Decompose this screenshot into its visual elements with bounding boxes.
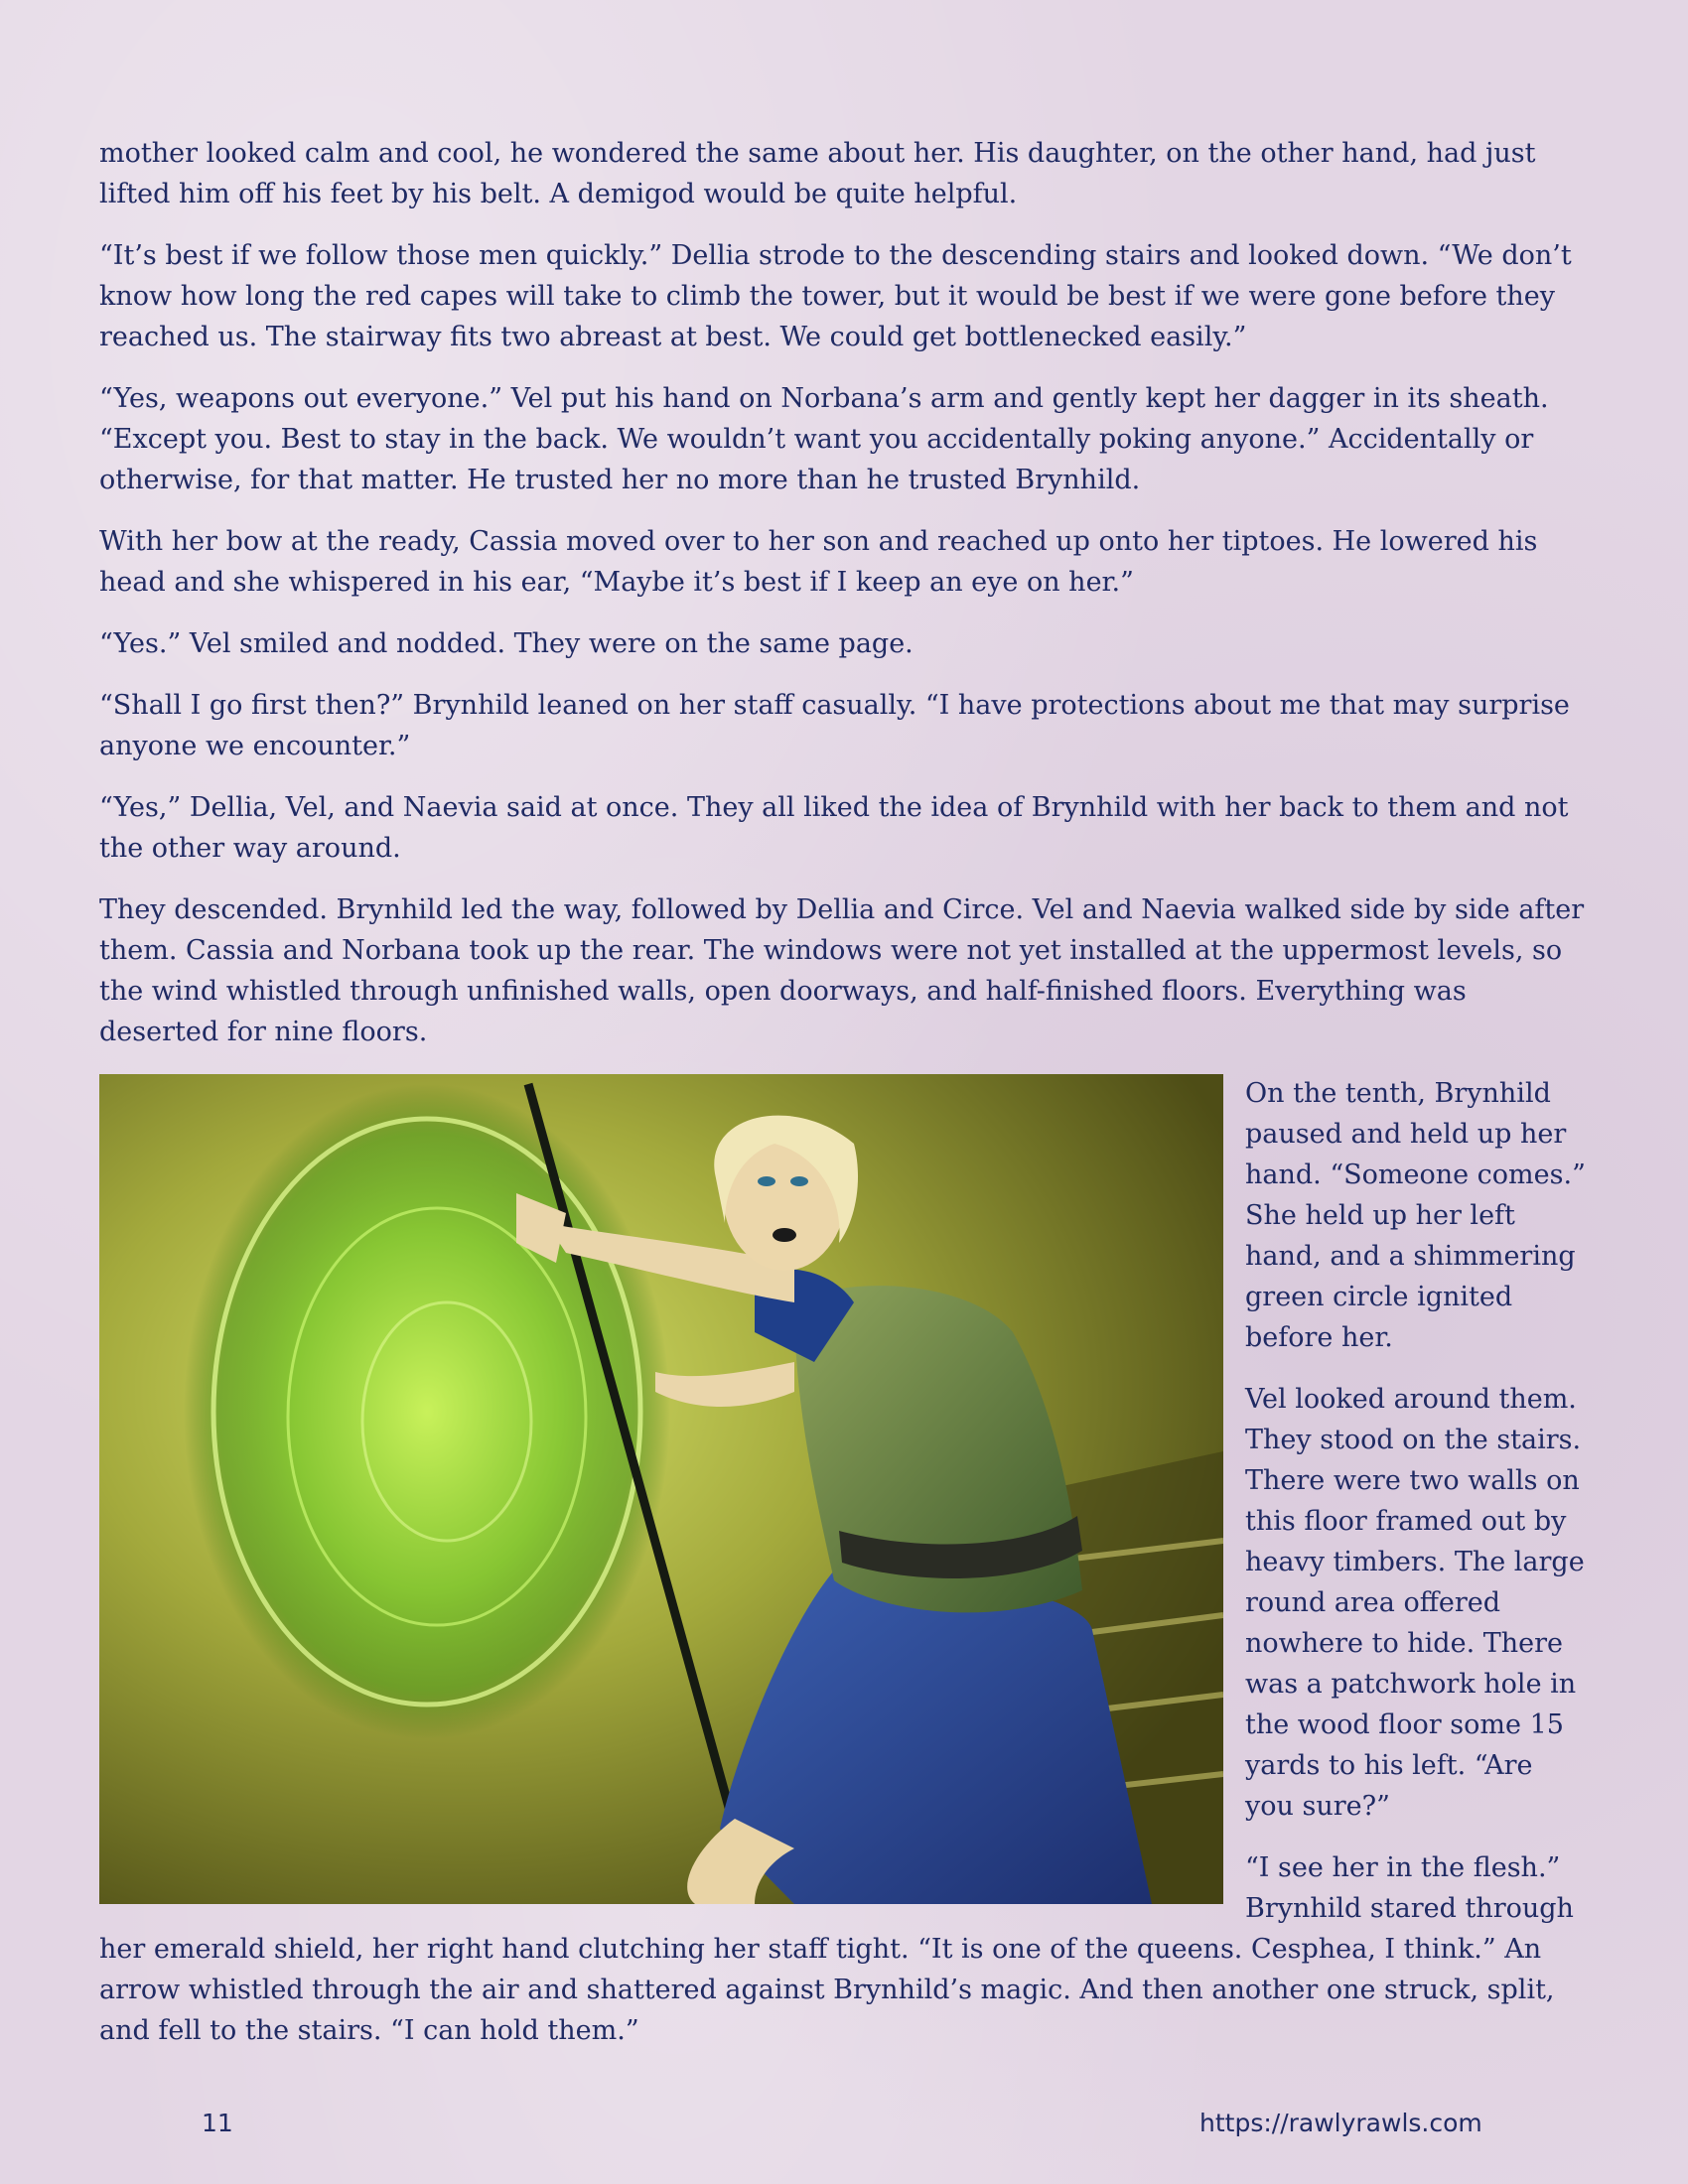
paragraph: “It’s best if we follow those men quickly.” Dellia strode to the descending stairs and looked down. “We don’t know how long the red capes will take to climb the tower, but it would be best if we were gone before they reached us. The stairway fits two abreast at best. We could get bottlenecked easily.” (99, 240, 1572, 352)
story-illustration (99, 1074, 1223, 1904)
paragraph: They descended. Brynhild led the way, followed by Dellia and Circe. Vel and Naevia walked side by side after them. Cassia and Norbana took up the rear. The windows were not yet installed at the uppermost levels, so the wind whistled through unfinished walls, open doorways, and half-finished floors. Everything was deserted for nine floors. (99, 894, 1585, 1047)
illustration-image (99, 1074, 1223, 1904)
page-footer (0, 2109, 1688, 2148)
paragraph: On the tenth, Brynhild paused and held up her hand. “Someone comes.” She held up her left hand, and a shimmering green circle ignited before her. (1245, 1078, 1586, 1353)
paragraph: “Shall I go first then?” Brynhild leaned on her staff casually. “I have protections about me that may surprise anyone we encounter.” (99, 690, 1570, 761)
paragraph: mother looked calm and cool, he wondered the same about her. His daughter, on the other hand, had just lifted him off his feet by his belt. A demigod would be quite helpful. (99, 138, 1536, 209)
page-number: 11 (202, 2109, 233, 2137)
paragraph: With her bow at the ready, Cassia moved over to her son and reached up onto her tiptoes. He lowered his head and she whispered in his ear, “Maybe it’s best if I keep an eye on her.” (99, 526, 1538, 598)
story-text (99, 133, 1589, 2072)
paragraph: Vel looked around them. They stood on the stairs. There were two walls on this floor framed out by heavy timbers. The large round area offered nowhere to hide. There was a patchwork hole in the wood floor some 15 yards to his left. “Are you sure?” (1245, 1384, 1585, 1822)
paragraph: “Yes.” Vel smiled and nodded. They were on the same page. (99, 628, 914, 659)
paragraph: “Yes, weapons out everyone.” Vel put his hand on Norbana’s arm and gently kept her dagger in its sheath. “Except you. Best to stay in the back. We wouldn’t want you accidentally poking anyone.” Accidentally or otherwise, for that matter. He trusted her no more than he trusted Brynhild. (99, 383, 1549, 495)
website-link[interactable]: https://rawlyrawls.com (1199, 2109, 1482, 2137)
paragraph: “Yes,” Dellia, Vel, and Naevia said at once. They all liked the idea of Brynhild with her back to them and not the other way around. (99, 792, 1569, 864)
paragraph: “I see her in the flesh.” Brynhild stared through her emerald shield, her right hand clutching her staff tight. “It is one of the queens. Cesphea, I think.” An arrow whistled through the air and shattered against Brynhild’s magic. And then another one struck, split, and fell to the stairs. “I can hold them.” (99, 1852, 1574, 2046)
